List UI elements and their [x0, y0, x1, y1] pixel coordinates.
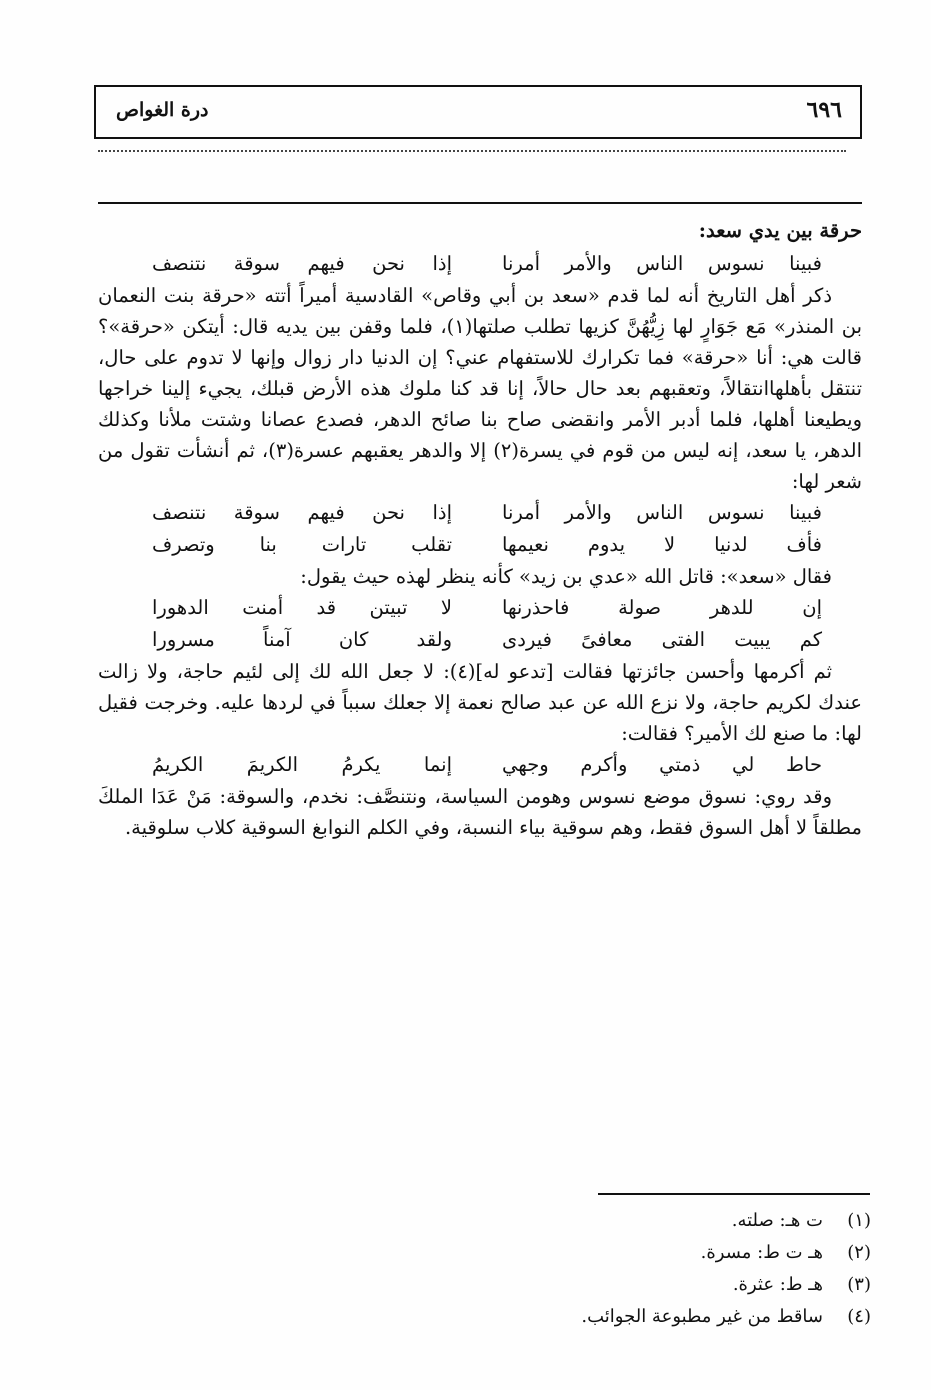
footnote-text: ساقط من غير مطبوعة الجوائب.	[581, 1306, 823, 1327]
verse-hemistich-first: فبينا نسوس الناس والأمر أمرنا	[502, 501, 822, 524]
verse-hemistich-first: حاط لي ذمتي وأكرم وجهي	[502, 753, 822, 776]
footnote	[471, 1301, 871, 1333]
verse-hemistich-second: لا تبيتن قد أمنت الدهورا	[152, 596, 452, 619]
main-text	[98, 215, 862, 843]
footnote	[471, 1269, 871, 1301]
page-number: ٦٩٦	[806, 97, 842, 123]
paragraph: فقال «سعد»: قاتل الله «عدي بن زيد» كأنه ينظر لهذه حيث يقول:	[300, 565, 832, 588]
footnote-number: (٢)	[847, 1242, 871, 1263]
page-header	[94, 85, 862, 139]
footnote	[471, 1205, 871, 1237]
verse-line	[98, 529, 862, 561]
verse-hemistich-second: ولقد كان آمناً مسرورا	[152, 628, 452, 651]
footnote-number: (١)	[847, 1210, 871, 1231]
footnote-number: (٣)	[847, 1274, 871, 1295]
verse-line	[98, 749, 862, 781]
section-heading: حرقة بين يدي سعد:	[698, 219, 862, 242]
footnote-rule	[598, 1193, 870, 1195]
verse-line	[98, 592, 862, 624]
verse-hemistich-second: إذا نحن فيهم سوقة نتنصف	[152, 501, 452, 524]
verse-line	[98, 497, 862, 529]
verse-hemistich-first: إن للدهر صولة فاحذرنها	[502, 596, 822, 619]
dotted-divider	[98, 150, 846, 152]
verse-line	[98, 624, 862, 656]
paragraph: ثم أكرمها وأحسن جائزتها فقالت [تدعو له](٤): لا جعل الله لك إلى لئيم حاجة، ولا زالت عندك لكريم حاجة، ولا نزع الله عن عبد صالح نعمة إلا جعلك سبباً في لردها عليه. وخرجت فقيل لها: ما صنع لك الأمير؟ فقالت:	[98, 660, 862, 745]
verse-hemistich-first: كم يبيت الفتى معافىً فيردى	[502, 628, 822, 651]
footnote-number: (٤)	[847, 1306, 871, 1327]
footnote-text: هـ ط: عثرة.	[732, 1274, 823, 1295]
footnotes	[471, 1205, 871, 1333]
verse-line	[98, 248, 862, 280]
header-rule	[98, 202, 862, 204]
paragraph: ذكر أهل التاريخ أنه لما قدم «سعد بن أبي وقاص» القادسية أميراً أتته «حرقة بنت النعمان بن المنذر» مَع جَوَارٍ لها زِيُّهُنَّ كزيها تطلب صلتها(١)، فلما وقفن بين يديه قال: أيتكن «حرقة»؟ قالت هي: أنا «حرقة» فما تكرارك للاستفهام عني؟ إن الدنيا دار زوال وإنها لا تدوم على حال، تنتقل بأهلهاانتقالاً، وتعقبهم بعد حال حالاً، إنا قد كنا ملوك هذه الأرض قبلك، يجيء إلينا خراجها ويطيعنا أهلها، فلما أدبر الأمر وانقضى صاح بنا صائح الدهر، فصدع عصانا وشتت ملأنا وكذلك الدهر، يا سعد، إنه ليس من قوم في يسرة(٢) إلا والدهر يعقبهم عسرة(٣)، ثم أنشأت تقول من شعر لها:	[98, 284, 863, 493]
footnote	[471, 1237, 871, 1269]
verse-hemistich-second: تقلب تارات بنا وتصرف	[152, 533, 452, 556]
footnote-text: هـ ت ط: مسرة.	[700, 1242, 823, 1263]
verse-hemistich-second: إنما يكرمُ الكريمَ الكريمُ	[152, 753, 452, 776]
book-title: درة الغواص	[116, 99, 209, 121]
paragraph: وقد روي: نسوق موضع نسوس وهومن السياسة، ونتنصَّف: نخدم، والسوقة: مَنْ عَدَا الملكَ مطلقاً لا أهل السوق فقط، وهم سوقية بياء النسبة، وفي الكلم النوابغ السوقية كلاب سلوقية.	[98, 785, 862, 839]
verse-hemistich-second: إذا نحن فيهم سوقة نتنصف	[152, 252, 452, 275]
verse-hemistich-first: فبينا نسوس الناس والأمر أمرنا	[502, 252, 822, 275]
footnote-text: ت هـ: صلته.	[731, 1210, 823, 1231]
verse-hemistich-first: فأف لدنيا لا يدوم نعيمها	[502, 533, 822, 556]
